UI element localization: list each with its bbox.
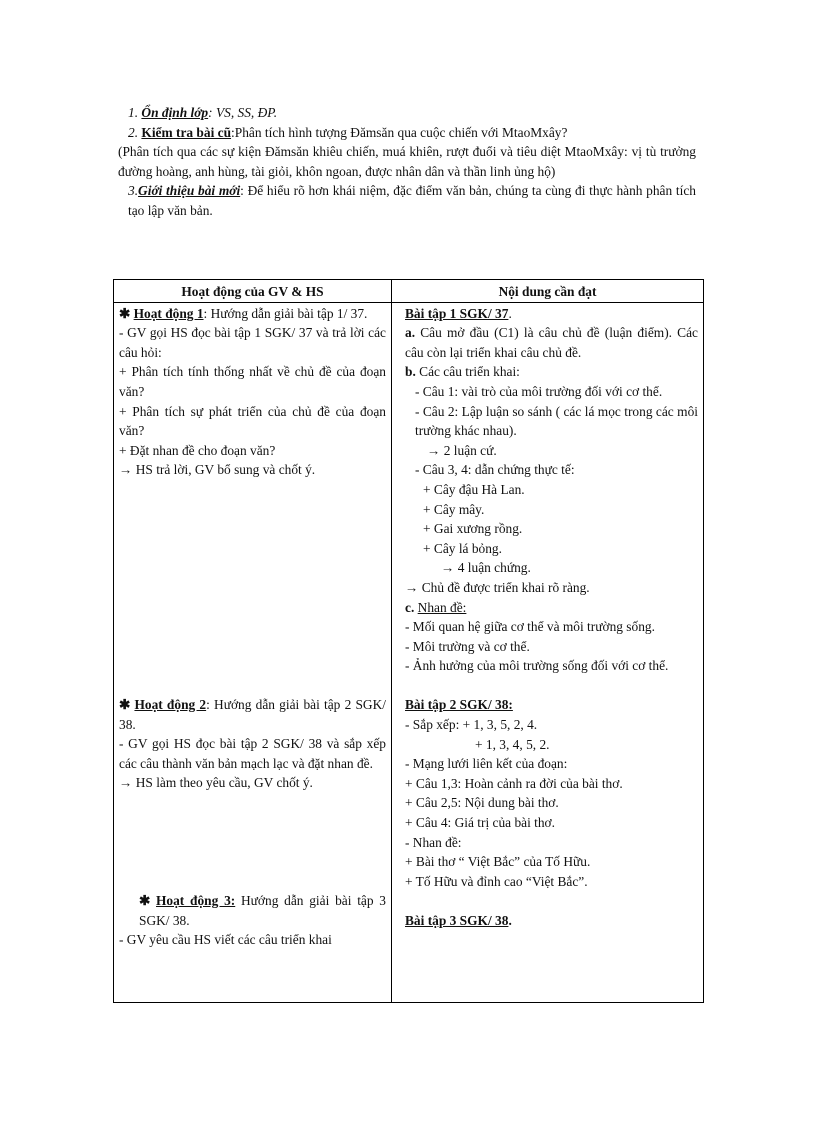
intro-item-1 — [118, 103, 696, 123]
activity-label: Hoạt động 1 — [133, 305, 204, 321]
list-item: - Mối quan hệ giữa cơ thể và môi trường sống. — [405, 619, 655, 635]
part-a: a. Câu mở đầu (C1) là câu chủ đề (luận điểm). Các câu còn lại triển khai câu chủ đề. — [405, 325, 698, 360]
list-item: → 2 luận cứ. — [427, 442, 497, 458]
activity-label: Hoạt động 3: — [156, 892, 236, 908]
list-item: + Câu 4: Giá trị của bài thơ. — [405, 815, 555, 831]
list-item: → HS làm theo yêu cầu, GV chốt ý. — [119, 775, 313, 791]
list-item: → Chủ đề được triển khai rõ ràng. — [405, 579, 590, 595]
list-item: + 1, 3, 4, 5, 2. — [475, 736, 550, 752]
exercise-3-title: Bài tập 3 SGK/ 38. — [405, 913, 512, 928]
list-item: - GV gọi HS đọc bài tập 1 SGK/ 37 và trả lời các câu hỏi: — [119, 325, 386, 360]
intro-item-3 — [118, 181, 696, 220]
part-b: b. Các câu triển khai: — [405, 364, 520, 380]
list-item: + Phân tích tính thống nhất về chủ đề của đoạn văn? — [119, 364, 386, 399]
exercise-2-title: Bài tập 2 SGK/ 38: — [405, 697, 513, 713]
intro-item-2-note: (Phân tích qua các sự kiện Đămsăn khiêu chiến, muá khiên, rượt đuổi và tiêu diệt MtaoMxây: vị tù trưởng đường hoàng, anh hùng, tài giỏi, khôn ngoan, được nhân dân và thần linh ủng hộ) — [118, 144, 696, 179]
list-item: + Cây mây. — [423, 501, 485, 517]
list-item: + Gai xương rồng. — [423, 521, 523, 537]
item-text: : VS, SS, ĐP. — [208, 105, 278, 120]
intro-item-2 — [118, 123, 696, 143]
asterisk-icon: ✱ — [119, 696, 131, 712]
list-item: + Cây đậu Hà Lan. — [423, 481, 525, 497]
asterisk-icon: ✱ — [119, 305, 131, 321]
list-item: - GV gọi HS đọc bài tập 2 SGK/ 38 và sắp xếp các câu thành văn bản mạch lạc và đặt nhan đề. — [119, 736, 386, 771]
list-item: + Đặt nhan đề cho đoạn văn? — [119, 442, 276, 458]
asterisk-icon: ✱ — [139, 892, 151, 908]
list-item: - Sắp xếp: + 1, 3, 5, 2, 4. — [405, 717, 538, 733]
lesson-table — [113, 279, 704, 1003]
list-item: - Môi trường và cơ thể. — [405, 638, 530, 654]
item-text: : Để hiểu rõ hơn khái niệm, đặc điểm văn bản, chúng ta cùng đi thực hành phân tích tạo lập văn bản. — [128, 183, 696, 218]
list-item: → HS trả lời, GV bổ sung và chốt ý. — [119, 462, 316, 478]
table-row — [114, 302, 704, 1002]
list-item: + Cây lá bỏng. — [423, 540, 502, 556]
list-item: + Phân tích sự phát triển của chủ đề của đoạn văn? — [119, 403, 386, 439]
exercise-1-title: Bài tập 1 SGK/ 37. — [405, 305, 512, 321]
activity-1-heading — [119, 304, 386, 324]
header-activities: Hoạt động của GV & HS — [114, 280, 392, 303]
item-number: 1. — [128, 105, 139, 120]
list-item: - Nhan đề: — [405, 834, 462, 850]
content-cell — [392, 302, 704, 1002]
activity-label: Hoạt động 2 — [134, 696, 207, 712]
item-label: Ổn định lớp — [141, 105, 209, 120]
item-label: Kiểm tra bài cũ — [141, 124, 232, 140]
intro-section — [118, 103, 696, 221]
activity-text: Hướng dẫn giải bài tập 3 SGK/ 38. — [139, 892, 387, 928]
item-label: Giới thiệu bài mới — [138, 183, 241, 199]
list-item: - Mạng lưới liên kết của đoạn: — [405, 756, 568, 772]
list-item: + Bài thơ “ Việt Bắc” của Tố Hữu. — [405, 854, 591, 870]
item-number: 2. — [128, 124, 139, 140]
list-item: - Câu 1: vài trò của môi trường đối với cơ thể. — [415, 383, 663, 399]
activity-2-heading — [119, 695, 386, 734]
activity-text: : Hướng dẫn giải bài tập 2 SGK/ 38. — [119, 696, 386, 732]
activity-text: : Hướng dẫn giải bài tập 1/ 37. — [203, 305, 368, 321]
table-header-row — [114, 280, 704, 303]
item-number: 3. — [128, 183, 139, 199]
activities-cell — [114, 302, 392, 1002]
list-item: - GV yêu cầu HS viết các câu triển khai — [119, 932, 332, 948]
list-item: + Tố Hữu và đỉnh cao “Việt Bắc”. — [405, 873, 588, 889]
list-item: + Câu 1,3: Hoàn cảnh ra đời của bài thơ. — [405, 775, 623, 791]
list-item: + Câu 2,5: Nội dung bài thơ. — [405, 795, 559, 811]
list-item: → 4 luận chứng. — [441, 560, 531, 576]
list-item: - Ảnh hưởng của môi trường sống đối với cơ thể. — [405, 658, 669, 674]
list-item: - Câu 2: Lập luận so sánh ( các lá mọc trong các môi trường khác nhau). — [415, 403, 698, 439]
part-c: c. Nhan đề: — [405, 599, 467, 615]
item-text: :Phân tích hình tượng Đămsăn qua cuộc chiến với MtaoMxây? — [231, 124, 568, 140]
list-item: - Câu 3, 4: dẫn chứng thực tế: — [415, 462, 575, 478]
header-content: Nội dung cần đạt — [392, 280, 704, 303]
activity-3-heading — [119, 891, 386, 930]
